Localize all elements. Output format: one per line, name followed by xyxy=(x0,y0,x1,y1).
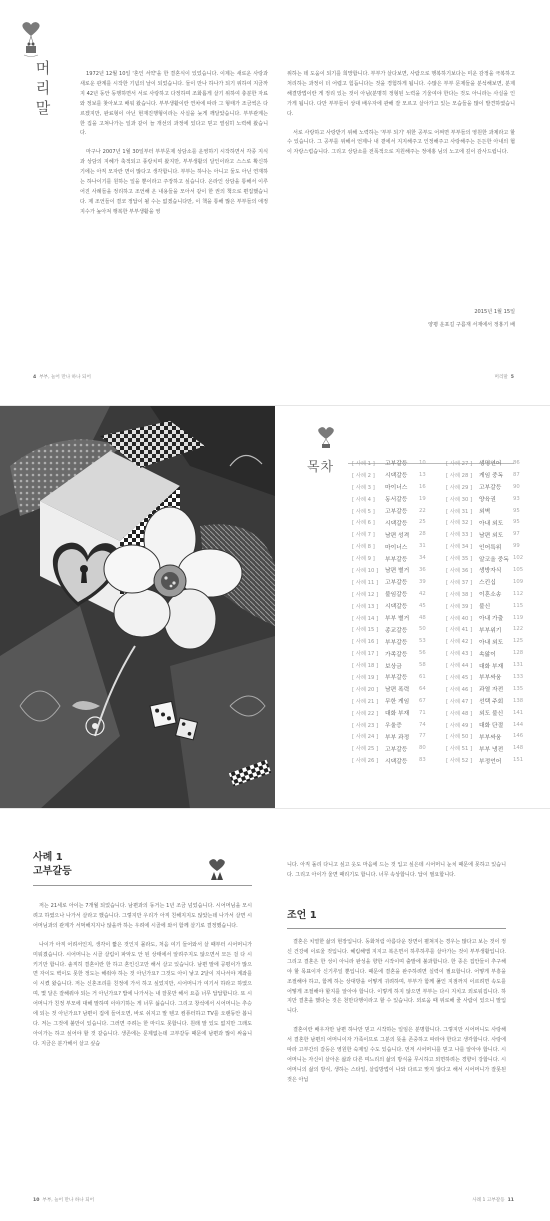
case-label: 사례 1 xyxy=(33,852,63,863)
toc-entry-number: [ 사례 46 ] xyxy=(446,686,473,693)
footer-left xyxy=(33,374,91,380)
toc-entry[interactable] xyxy=(446,719,523,731)
preface-date: 2015년 1월 15일 xyxy=(474,309,515,315)
toc-entry-number: [ 사례 2 ] xyxy=(352,472,375,479)
toc-entry-title: 외도 불신 xyxy=(479,711,504,718)
toc-entry-title: 가족갈등 xyxy=(385,651,408,658)
toc-entry[interactable] xyxy=(446,754,523,766)
toc-entry-page: 109 xyxy=(513,578,524,585)
running-title: 부부, 늘어 만나 하나 되어 xyxy=(39,375,91,380)
page-number: 11 xyxy=(507,1198,514,1203)
toc-entry-title: 생방자식 xyxy=(479,568,502,575)
toc-entry[interactable] xyxy=(446,647,523,659)
toc-entry-number: [ 사례 38 ] xyxy=(446,591,473,598)
toc-entry[interactable] xyxy=(352,730,426,742)
toc-entry-title: 남편 폭력 xyxy=(385,687,410,694)
toc-entry-title: 보상금 xyxy=(385,663,402,670)
toc-entry-title: 시댁갈등 xyxy=(385,473,408,480)
case-name: 고부갈등 xyxy=(33,866,72,877)
toc-entry[interactable] xyxy=(446,576,523,588)
toc-entry[interactable] xyxy=(446,457,523,469)
toc-entry-title: 대화 부재 xyxy=(479,663,504,670)
toc-entry-title: 불신 xyxy=(479,604,491,611)
footer-right xyxy=(495,374,517,380)
page-number: 4 xyxy=(33,375,37,380)
toc-entry-page: 31 xyxy=(419,543,426,550)
toc-entry-page: 56 xyxy=(419,650,426,657)
running-title: 사례 1 고부갈등 xyxy=(472,1198,505,1203)
preface-paragraph: 1972년 12월 10일 '혼인 서약'을 한 결혼식이 있었습니다. 이제는 새로운 사랑과 새로운 관계를 시작한 기념의 날이 되었습니다. 둘이 만나 하나가 되기 위하여 지금까지 42년 동안 동행하면서 서로 사랑하고 다정하며 조화롭게 살기 위하여 충분한 자료와 정보를 찾아보고 배워 왔습니다. 부부생활이란 연차에 따라 그 형태가 조금씩은 다르겠지만, 완료형이 아닌 현재진행형이라는 사실을 늦게 깨달았습니다. 부부관계는 한 집을 고쳐나가는 일과 같이 늘 개선의 과정에 있다고 믿고 열심히 노력해 왔습니다. xyxy=(80,71,268,137)
toc-entry-number: [ 사례 11 ] xyxy=(352,579,379,586)
toc-entry-title: 대화 부재 xyxy=(385,711,410,718)
toc-entry-number: [ 사례 42 ] xyxy=(446,639,473,646)
toc-entry-title: 마이너스 xyxy=(385,485,408,492)
toc-entry-title: 부부 별거 xyxy=(385,616,410,623)
advice-column xyxy=(287,938,506,1095)
toc-entry-title: 부부싸움 xyxy=(479,734,502,741)
toc-entry[interactable] xyxy=(352,552,426,564)
toc-entry-page: 133 xyxy=(513,673,524,680)
toc-entry[interactable] xyxy=(352,564,426,576)
toc-entry-title: 동서갈등 xyxy=(385,497,408,504)
toc-entry[interactable] xyxy=(352,647,426,659)
page-number: 5 xyxy=(510,375,514,380)
toc-entry-title: 부부싸움 xyxy=(479,675,502,682)
toc-entry-page: 141 xyxy=(513,709,524,716)
toc-entry-number: [ 사례 17 ] xyxy=(352,651,379,658)
toc-entry-page: 13 xyxy=(419,471,426,478)
toc-entry-number: [ 사례 29 ] xyxy=(446,484,473,491)
toc-entry[interactable] xyxy=(446,600,523,612)
toc-entry-page: 119 xyxy=(513,614,524,621)
toc-entry[interactable] xyxy=(352,481,426,493)
toc-entry-number: [ 사례 52 ] xyxy=(446,758,473,765)
toc-entry-page: 53 xyxy=(419,638,426,645)
toc-entry-title: 부부갈등 xyxy=(385,675,408,682)
preface-spread xyxy=(0,0,550,406)
toc-entry-title: 아내 외도 xyxy=(479,520,504,527)
running-title: 머리말 xyxy=(494,375,508,380)
toc-entry-title: 불임갈등 xyxy=(385,592,408,599)
toc-entry-title: 아내 외도 xyxy=(479,639,504,646)
toc-entry-page: 128 xyxy=(513,650,524,657)
toc-entry[interactable] xyxy=(352,612,426,624)
toc-entry-title: 선택 주회 xyxy=(479,699,504,706)
toc-entry-number: [ 사례 12 ] xyxy=(352,591,379,598)
toc-entry-page: 95 xyxy=(513,519,520,526)
toc-entry-number: [ 사례 49 ] xyxy=(446,722,473,729)
toc-entry-number: [ 사례 35 ] xyxy=(446,556,473,563)
advice-heading: 조언 1 xyxy=(287,910,317,921)
toc-entry[interactable] xyxy=(446,481,523,493)
toc-entry-title: 종교갈등 xyxy=(385,627,408,634)
toc-entry-title: 마이너스 xyxy=(385,544,408,551)
toc-entry-page: 99 xyxy=(513,543,520,550)
toc-entry[interactable] xyxy=(446,659,523,671)
toc-entry-page: 80 xyxy=(419,745,426,752)
toc-entry-number: [ 사례 51 ] xyxy=(446,746,473,753)
toc-entry[interactable] xyxy=(446,730,523,742)
toc-entry-page: 19 xyxy=(419,495,426,502)
toc-entry-page: 64 xyxy=(419,685,426,692)
toc-entry-page: 22 xyxy=(419,507,426,514)
toc-entry[interactable] xyxy=(352,493,426,505)
toc-entry[interactable] xyxy=(352,659,426,671)
toc-entry-number: [ 사례 19 ] xyxy=(352,674,379,681)
toc-entry-title: 양육권 xyxy=(479,497,496,504)
toc-left-column xyxy=(352,457,426,766)
toc-entry[interactable] xyxy=(352,600,426,612)
toc-entry-page: 138 xyxy=(513,697,524,704)
toc-entry[interactable] xyxy=(446,540,523,552)
toc-entry-title: 고부갈등 xyxy=(385,746,408,753)
toc-entry-number: [ 사례 28 ] xyxy=(446,472,473,479)
preface-paragraph: 위하는 데 도움이 되기를 희망합니다. 부부가 살다보면, 사람으로 행복하기보다는 미운 감정을 극복하고 처리하는 과정이 더 어렵고 힘듭니다는 것을 경험하게 됩니다. 수많은 부부 문제들을 분석해보면, 분제 해결방법이란 게 정리 있는 것이 아님(분명히 정형된 노력을 기울여야 한다는 것도 아니라는 사실을 인가게 됩니다. 다만 부부들이 상대 배우자에 관해 잘 모르고 살아가고 있는 모습들을 많이 발견하였습니다. xyxy=(287,71,515,117)
toc-entry-page: 151 xyxy=(513,757,524,764)
toc-entry-title: 인어특위 xyxy=(479,544,502,551)
toc-entry[interactable] xyxy=(352,516,426,528)
preface-paragraph: 마구나 2007년 1월 30일부터 부부문제 상담소를 운영하기 시작하면서 각종 지식과 상담의 지혜가 축적되고 풍랑치며 왔지만, 부부생활의 달인이라고 스스로 확신하기에는 아직 모자란 면이 많다고 생각합니다. 부부는 하나는 아니고 둘도 아닌 연재하는 하나이기를 원하는 일을 뿐이라고 주장하고 싶습니다. 온라인 상담을 통해서 이루어진 사례들을 정리하고 조언해 온 내용들을 모아서 같이 한 권의 책으로 편집했습니다. 제 조언들이 결코 정답이 될 수는 없겠습니다만, 이 책을 통해 많은 부부들의 애정지수가 높아져 행복한 부부생활을 영 xyxy=(80,149,268,215)
toc-entry-page: 67 xyxy=(419,697,426,704)
toc-entry-number: [ 사례 31 ] xyxy=(446,508,473,515)
toc-entry-number: [ 사례 30 ] xyxy=(446,496,473,503)
toc-entry[interactable] xyxy=(446,623,523,635)
toc-entry[interactable] xyxy=(446,635,523,647)
toc-entry-page: 58 xyxy=(419,662,426,669)
toc-entry-number: [ 사례 26 ] xyxy=(352,758,379,765)
toc-entry-title: 속앓이 xyxy=(479,651,496,658)
toc-entry-number: [ 사례 48 ] xyxy=(446,710,473,717)
toc-entry-number: [ 사례 9 ] xyxy=(352,556,375,563)
toc-entry-page: 61 xyxy=(419,673,426,680)
heart-balloon-icon xyxy=(20,22,42,60)
toc-entry-page: 16 xyxy=(419,483,426,490)
toc-entry-page: 90 xyxy=(513,483,520,490)
toc-entry-page: 146 xyxy=(513,733,524,740)
toc-entry-number: [ 사례 13 ] xyxy=(352,603,379,610)
toc-entry[interactable] xyxy=(446,528,523,540)
toc-entry-title: 고부갈등 xyxy=(479,485,502,492)
toc-entry-title: 시댁갈등 xyxy=(385,758,408,765)
toc-entry[interactable] xyxy=(352,576,426,588)
toc-entry-page: 34 xyxy=(419,555,426,562)
toc-entry-number: [ 사례 27 ] xyxy=(446,460,473,467)
toc-entry-number: [ 사례 3 ] xyxy=(352,484,375,491)
toc-entry-title: 고부갈등 xyxy=(385,580,408,587)
toc-entry-page: 95 xyxy=(513,507,520,514)
preface-right-column xyxy=(287,70,515,167)
toc-entry[interactable] xyxy=(446,742,523,754)
toc-entry-number: [ 사례 7 ] xyxy=(352,532,375,539)
couple-heart-icon xyxy=(206,859,228,881)
toc-entry-number: [ 사례 40 ] xyxy=(446,615,473,622)
toc-entry-number: [ 사례 24 ] xyxy=(352,734,379,741)
toc-entry[interactable] xyxy=(352,528,426,540)
toc-entry-title: 외벽 xyxy=(479,509,491,515)
case-heading xyxy=(33,851,72,879)
toc-entry-page: 125 xyxy=(513,638,524,645)
toc-entry-page: 122 xyxy=(513,626,524,633)
toc-entry[interactable] xyxy=(446,516,523,528)
case-right-top xyxy=(287,861,506,890)
toc-entry[interactable] xyxy=(352,469,426,481)
toc-entry-page: 39 xyxy=(419,578,426,585)
toc-entry-page: 10 xyxy=(419,459,426,466)
toc-entry-title: 대화 단절 xyxy=(479,723,504,730)
toc-entry[interactable] xyxy=(352,623,426,635)
toc-entry-page: 25 xyxy=(419,519,426,526)
toc-entry-title: 게임 중독 xyxy=(479,473,504,480)
toc-entry[interactable] xyxy=(446,493,523,505)
toc-entry[interactable] xyxy=(352,505,426,517)
footer-right xyxy=(472,1197,517,1203)
toc-entry-number: [ 사례 4 ] xyxy=(352,496,375,503)
toc-entry-title: 이혼소송 xyxy=(479,592,502,599)
toc-entry-page: 36 xyxy=(419,566,426,573)
toc-entry-number: [ 사례 36 ] xyxy=(446,567,473,574)
toc-entry-page: 83 xyxy=(419,757,426,764)
toc-entry-title: 고부갈등 xyxy=(385,509,408,515)
toc-entry-page: 86 xyxy=(513,459,520,466)
toc-entry-number: [ 사례 10 ] xyxy=(352,567,379,574)
toc-entry-page: 131 xyxy=(513,662,524,669)
toc-entry-title: 과열 자전 xyxy=(479,687,504,694)
preface-signature: 양평 운포길 구름재 서재에서 정홍기 배 xyxy=(428,322,515,328)
toc-entry-page: 93 xyxy=(513,495,520,502)
toc-entry[interactable] xyxy=(446,707,523,719)
toc-entry[interactable] xyxy=(352,754,426,766)
toc-right-column xyxy=(446,457,523,766)
toc-entry-number: [ 사례 18 ] xyxy=(352,663,379,670)
toc-entry-title: 부부갈등 xyxy=(385,556,408,563)
toc-entry[interactable] xyxy=(352,540,426,552)
toc-entry-number: [ 사례 6 ] xyxy=(352,520,375,527)
toc-entry-number: [ 사례 50 ] xyxy=(446,734,473,741)
toc-entry[interactable] xyxy=(352,635,426,647)
toc-entry-page: 148 xyxy=(513,745,524,752)
running-title: 부부, 늘어 만나 하나 되어 xyxy=(42,1198,95,1203)
toc-entry-number: [ 사례 15 ] xyxy=(352,627,379,634)
advice-paragraph: 결혼이란 배우자만 남편 하나만 믿고 시작하는 일임은 분명합니다. 그렇지만 시어머니도 사랑해서 결혼한 남편의 어머니이자 가족이므로 그분의 뜻을 존중하고 따라야 한다고 생각합니다. 사랑에 따라 고부간의 갈등은 영원한 숙제일 수도 있습니다. 먼저 시어머니를 믿고 나를 알아야 합니다. 시어머니는 자신이 살아온 삶과 다른 며느리의 삶의 방식을 무시하고 외면하려는 경향이 강합니다. 시어머니의 삶의 방식, 생하는 스타일, 살림방법이 나와 다르고 맞지 않다고 해서 시어머니가 잘못된 것은 아닙 xyxy=(287,1027,506,1083)
toc-entry-page: 105 xyxy=(513,566,524,573)
toc-entry-number: [ 사례 39 ] xyxy=(446,603,473,610)
toc-entry[interactable] xyxy=(446,469,523,481)
toc-entry-number: [ 사례 25 ] xyxy=(352,746,379,753)
toc-entry-page: 115 xyxy=(513,602,524,609)
toc-entry-page: 102 xyxy=(513,555,524,562)
toc-entry-number: [ 사례 37 ] xyxy=(446,579,473,586)
case-spread xyxy=(0,809,550,1221)
toc-entry[interactable] xyxy=(352,707,426,719)
toc-entry-number: [ 사례 47 ] xyxy=(446,698,473,705)
toc-entry-page: 28 xyxy=(419,531,426,538)
toc-entry-number: [ 사례 41 ] xyxy=(446,627,473,634)
toc-entry-number: [ 사례 23 ] xyxy=(352,722,379,729)
toc-entry-number: [ 사례 34 ] xyxy=(446,544,473,551)
case-paragraph: 저는 21세로 아이는 7개월 되었습니다. 남편과의 동거는 1년 조금 넘었습니다. 시어머님을 모시려고 하였으나 나가서 살라고 했습니다. 그렇지만 우리가 아직 친해지지도 않았는데 나가서 살면 시어머님과의 관계가 서먹해지지나 않을까 하는 우려에 시골에 와서 함께 살기로 결정했습니다. xyxy=(33,903,252,929)
toc-entry-number: [ 사례 16 ] xyxy=(352,639,379,646)
toc-entry-title: 생명연어 xyxy=(479,461,502,468)
toc-entry[interactable] xyxy=(446,588,523,600)
toc-entry-number: [ 사례 22 ] xyxy=(352,710,379,717)
toc-entry-number: [ 사례 1 ] xyxy=(352,460,375,467)
advice-divider xyxy=(287,928,506,929)
toc-entry-page: 112 xyxy=(513,590,524,597)
toc-entry-page: 42 xyxy=(419,590,426,597)
toc-entry[interactable] xyxy=(352,695,426,707)
toc-entry[interactable] xyxy=(446,505,523,517)
toc-entry-title: 시댁갈등 xyxy=(385,520,408,527)
toc-entry[interactable] xyxy=(352,683,426,695)
case-divider xyxy=(33,885,252,886)
illustration-image xyxy=(0,406,275,809)
toc-entry-number: [ 사례 45 ] xyxy=(446,674,473,681)
toc-entry[interactable] xyxy=(352,671,426,683)
toc-entry-page: 144 xyxy=(513,721,524,728)
toc-entry[interactable] xyxy=(352,457,426,469)
toc-entry-title: 고부갈등 xyxy=(385,461,408,468)
toc-entry-number: [ 사례 44 ] xyxy=(446,663,473,670)
toc-entry-page: 74 xyxy=(419,721,426,728)
toc-entry-number: [ 사례 43 ] xyxy=(446,651,473,658)
toc-entry[interactable] xyxy=(446,671,523,683)
toc-entry-number: [ 사례 14 ] xyxy=(352,615,379,622)
toc-entry-number: [ 사례 5 ] xyxy=(352,508,375,515)
case-paragraph: 나이가 아직 어려서인지, 생각이 짧은 것인지 몰라도, 처음 여기 들어와서 살 때부터 시어머니가 미워졌습니다. 시어머니는 시골 살림이 파악도 안 된 상태에서 알려주지도 않으면서 모든 걸 다 시키기만 합니다. 솔직히 결혼이란 한 하고 혼인신고만 해서 살고 있습니다. 남편 말에 공평이가 많으면 자이도 벽이도 못한 정도는 해줘야 하는 것 아닌가요? 그것도 아이 낳고 2달이 지나서야 계좌를 이 시켰 왔습니다. 저는 신혼조리를 친정에 가서 하고 싶었지만, 시어머니가 여기서 하라고 하였으며, 몇 달은 잘해줘야 되는 거 아닌가요? 밥에 나가서는 내 잘못만 해서 요즘 너무 답답합니다. 또 시어머니가 친정 부모에 대해 말하며 이야기하는 게 너무 싫습니다. 그리고 창석에서 시어머니는 추승에 되는 것 아닌가요? 남편이 집에 들어오면, 바로 쉬지고 말 텐고 컴퓨터하고 TV를 오랜동안 봅니다. 저는 그것에 불만이 있습니다. 그러면 주려는 한 마디도 못합니다. 원래 말 있도 없지만 그래도 아이가는 하고 싶어야 할 것 같습니다. 생존에는 문제없는데 고부갈등 때문에 남편과 많이 싸웁니다. 지금은 분가해서 살고 싶습 xyxy=(33,941,252,1047)
footer-left xyxy=(33,1197,94,1203)
case-left-column xyxy=(33,902,252,1059)
toc-entry-page: 87 xyxy=(513,471,520,478)
toc-entry-title: 부부갈등 xyxy=(385,639,408,646)
advice-paragraph: 결혼은 치열한 삶의 현장입니다. 동화처럼 아름다운 장면이 펼쳐지는 경우는 많다고 보는 것이 정신 건강에 이로울 것입니다. 혜림해맵 지지고 복은면서 하루하루를 살아가는 것이 부부생활입니다. 그리고 결혼은 한 성이 아니라 완성을 향한 시작이며 출발에 불과합니다. 한 종은 집안들이 추구해야 할 목표이자 신기루일 뿐입니다. 때문에 결혼을 완주하려면 실력이 필요합니다. 어떻게 부흥을 조절해야 하고, 함께 하는 상대방을 어떻게 귀려하며, 부부가 함께 풀인 지점까지 이르려면 속도를 어떻게 조절해야 할지를 알아야 합니다. 이렇게 하지 않으면 부부는 다시 지치고 외로워집니다. 하지만 결혼을 했다는 것은 천만다행이라고 할 수 있습니다. 외로움 때 위로해 줄 사람이 있으니 말입니다. xyxy=(287,939,506,1015)
toc-entry-title: 우울증 xyxy=(385,723,402,730)
toc-entry-number: [ 사례 8 ] xyxy=(352,544,375,551)
toc-entry-number: [ 사례 21 ] xyxy=(352,698,379,705)
preface-title: 머리말 xyxy=(35,59,51,117)
toc-entry[interactable] xyxy=(446,612,523,624)
toc-entry-page: 71 xyxy=(419,709,426,716)
toc-entry[interactable] xyxy=(352,742,426,754)
toc-entry[interactable] xyxy=(352,588,426,600)
toc-entry-title: 남편 성격 xyxy=(385,532,410,539)
toc-entry-page: 97 xyxy=(513,531,520,538)
toc-entry-title: 부부위기 xyxy=(479,627,502,634)
toc-entry-title: 부정언어 xyxy=(479,758,502,765)
toc-spread xyxy=(0,406,550,809)
toc-entry[interactable] xyxy=(446,683,523,695)
toc-entry[interactable] xyxy=(446,564,523,576)
toc-entry-title: 시댁갈등 xyxy=(385,604,408,611)
heart-balloon-icon xyxy=(316,427,336,449)
case-paragraph: 니다. 아직 돌리 다니고 싶고 옷도 마음에 드는 것 입고 싶은데 시어머니 눈치 때문에 못하고 있습니다. 그리고 아이가 울면 때리기도 합니다. 너무 속상합니다. 답이 필요합니다. xyxy=(287,862,506,878)
toc-entry-title: 남편 별거 xyxy=(385,568,410,575)
toc-entry-number: [ 사례 32 ] xyxy=(446,520,473,527)
toc-entry-page: 135 xyxy=(513,685,524,692)
toc-entry-title: 스킨십 xyxy=(479,580,496,587)
toc-entry-number: [ 사례 20 ] xyxy=(352,686,379,693)
toc-entry-page: 45 xyxy=(419,602,426,609)
toc-entry-title: 무한 게임 xyxy=(385,699,410,706)
toc-entry-page: 77 xyxy=(419,733,426,740)
preface-left-column xyxy=(80,70,268,227)
toc-entry-page: 48 xyxy=(419,614,426,621)
toc-entry[interactable] xyxy=(446,552,523,564)
toc-entry[interactable] xyxy=(446,695,523,707)
toc-entry-title: 부부 과정 xyxy=(385,734,410,741)
toc-entry-number: [ 사례 33 ] xyxy=(446,532,473,539)
toc-entry[interactable] xyxy=(352,719,426,731)
preface-paragraph: 서로 사랑하고 사랑받기 위해 노력하는 '부부 되기' 위한 공부도 어쩌면 부부들의 영원한 과제라고 할 수 있습니다. 그 공부를 위해서 언제나 내 곁에서 지지해주고 인정해주고 사랑해주는 든든한 아내의 협이 자랑스럽습니다. 그리고 상담소를 전폭적으로 지원해주는 정애홍 님의 노고에 깊이 감사드립니다. xyxy=(287,129,515,156)
toc-title: 목차 xyxy=(307,460,335,475)
toc-entry-title: 남편 외도 xyxy=(479,532,504,539)
toc-entry-title: 알코올 중독 xyxy=(479,556,509,563)
toc-entry-title: 부부 냉전 xyxy=(479,746,504,753)
toc-entry-page: 50 xyxy=(419,626,426,633)
toc-entry-title: 아내 가출 xyxy=(479,616,504,623)
page-number: 10 xyxy=(33,1198,40,1203)
